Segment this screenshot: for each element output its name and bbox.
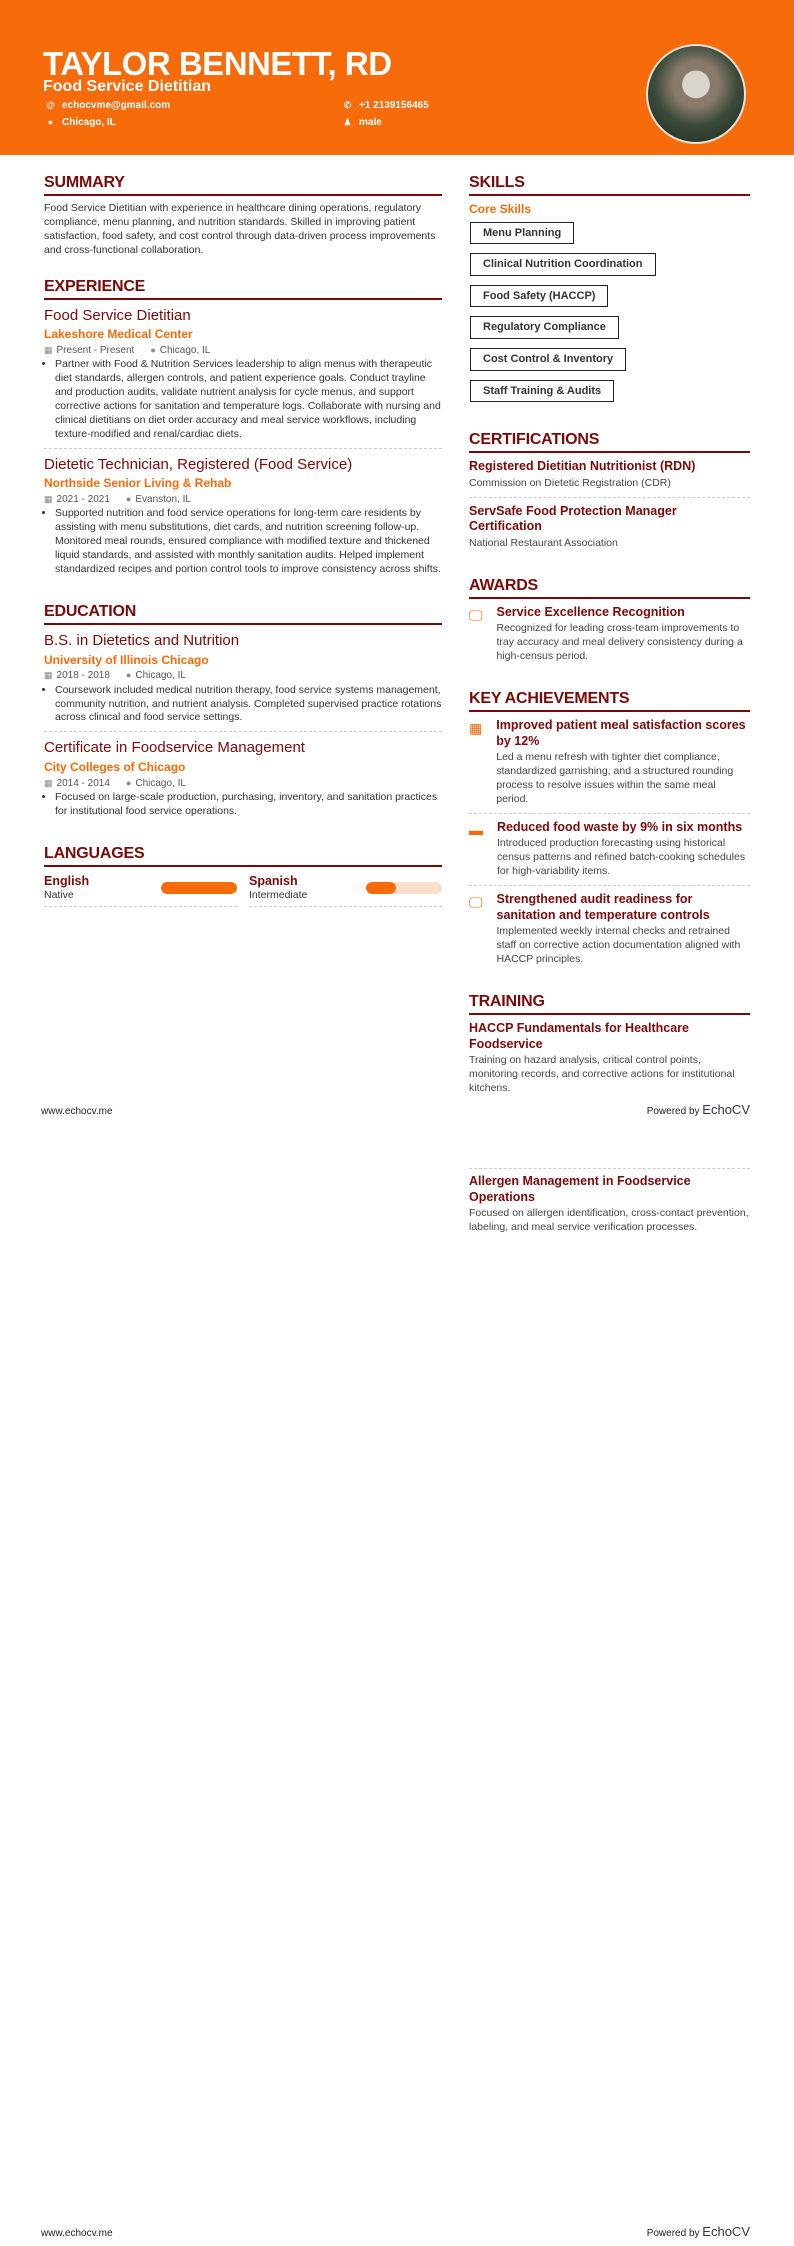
document-icon: ▬ (469, 821, 483, 838)
achievement-desc: Led a menu refresh with tighter diet compliance, standardized garnishing, and a structured rounding process to resolve issues within the same meal period. (496, 751, 734, 805)
cert-issuer: National Restaurant Association (469, 536, 618, 549)
location-pin-icon: ● (125, 777, 132, 788)
cert-issuer: Commission on Dietetic Registration (CDR) (469, 476, 671, 489)
certifications-section (469, 429, 750, 557)
person-icon: ♟ (343, 116, 352, 127)
skill-group-title: Core Skills (469, 202, 532, 217)
location (126, 777, 186, 790)
location-contact (46, 116, 116, 129)
language-name: English (44, 873, 90, 888)
location-text: Chicago, IL (135, 777, 186, 789)
location (126, 493, 191, 506)
training-item (469, 1168, 750, 1235)
section-heading: TRAINING (469, 991, 750, 1015)
experience-item (44, 306, 442, 449)
powered-label: Powered by (646, 1106, 700, 1117)
achievements-section (469, 688, 750, 973)
achievement-title: Improved patient meal satisfaction scores by 12% (496, 718, 746, 748)
monitor-icon: 🖵 (469, 606, 483, 623)
location-pin-icon: ● (150, 345, 156, 356)
footer-site-link[interactable]: www.echocv.me (41, 1106, 113, 1117)
language-item (44, 873, 237, 907)
calendar-icon: ▦ (44, 345, 53, 356)
dates-text: 2021 - 2021 (56, 494, 110, 506)
skill-chip: Cost Control & Inventory (470, 348, 626, 371)
skill-chip: Food Safety (HACCP) (470, 285, 608, 308)
location-text: Evanston, IL (135, 494, 191, 506)
dates (44, 777, 110, 790)
degree: Certificate in Foodservice Management (44, 739, 305, 757)
education-section (44, 601, 442, 825)
phone-text: +1 2139156465 (359, 100, 429, 111)
job-title: Dietetic Technician, Registered (Food Service) (44, 455, 353, 473)
school: University of Illinois Chicago (44, 652, 209, 667)
proficiency-bar (161, 882, 237, 894)
location-pin-icon: ● (125, 670, 132, 681)
summary-section (44, 172, 442, 258)
experience-item (44, 455, 442, 583)
header (0, 0, 794, 155)
training-item (469, 1021, 750, 1096)
achievement-item (469, 820, 750, 886)
cert-title: ServSafe Food Protection Manager Certification (469, 503, 677, 534)
degree: B.S. in Dietetics and Nutrition (44, 631, 240, 649)
dates (44, 344, 134, 357)
languages-section (44, 843, 442, 907)
training-title: Allergen Management in Foodservice Operations (469, 1174, 691, 1204)
email-contact[interactable] (46, 99, 170, 112)
achievement-desc: Introduced production forecasting using historical census patterns and refined batch-cooking schedules for high-variability items. (497, 837, 746, 878)
experience-section (44, 276, 442, 583)
achievement-title: Reduced food waste by 9% in six months (497, 819, 743, 834)
location-text: Chicago, IL (135, 670, 186, 682)
bullet: • Coursework included medical nutrition therapy, food service systems management, community nutrition, and nutrient analysis. Completed supervised practice rotations across clinical and food service settings. (55, 684, 442, 726)
skill-chip: Regulatory Compliance (470, 316, 619, 339)
location-pin-icon: ● (125, 494, 132, 505)
certification-item (469, 504, 750, 557)
section-heading: SUMMARY (44, 172, 442, 196)
dates (44, 669, 110, 682)
training-desc: Focused on allergen identification, cross-contact prevention, labeling, and meal service verification processes. (469, 1207, 749, 1234)
calculator-icon: ▦ (469, 720, 483, 737)
dates-text: Present - Present (56, 345, 135, 357)
company: Lakeshore Medical Center (44, 327, 193, 342)
cert-title: Registered Dietitian Nutritionist (RDN) (469, 459, 696, 474)
gender-contact (343, 116, 382, 129)
dates-text: 2018 - 2018 (56, 670, 110, 682)
summary-text: Food Service Dietitian with experience in healthcare dining operations, regulatory compliance, menu planning, and nutrition standards. Skilled in improving patient satisfaction, food safety, and cost control through data-driven process improvements and cross-functional collaboration. (44, 202, 436, 256)
left-column (44, 172, 442, 925)
location (150, 344, 210, 357)
section-heading: KEY ACHIEVEMENTS (469, 688, 750, 712)
language-level: Intermediate (249, 889, 308, 902)
achievement-item (469, 892, 750, 973)
section-heading: SKILLS (469, 172, 750, 196)
achievement-item (469, 718, 750, 814)
gender-text: male (359, 117, 382, 128)
location-text: Chicago, IL (62, 117, 116, 128)
location-text: Chicago, IL (159, 345, 211, 357)
skills-section (469, 172, 750, 411)
monitor-icon: 🖵 (469, 894, 483, 911)
proficiency-fill (366, 882, 396, 894)
certification-item (469, 459, 750, 497)
dates (44, 493, 110, 506)
brand-name: EchoCV (702, 1102, 750, 1117)
skill-chip: Clinical Nutrition Coordination (470, 253, 656, 276)
school: City Colleges of Chicago (44, 760, 186, 775)
dates-text: 2014 - 2014 (56, 777, 110, 789)
award-desc: Recognized for leading cross-team improvements to tray accuracy and meal delivery consistency during a high-census period. (496, 622, 743, 663)
bullet: • Focused on large-scale production, purchasing, inventory, and sanitation practices for institutional food service operations. (55, 791, 442, 819)
at-icon: @ (46, 99, 55, 110)
job-title: Food Service Dietitian (44, 306, 191, 324)
training-desc: Training on hazard analysis, critical control points, monitoring records, and corrective actions for institutional kitchens. (469, 1054, 735, 1094)
candidate-name: TAYLOR BENNETT, RD (43, 45, 392, 82)
awards-section (469, 575, 750, 670)
award-item (469, 605, 750, 670)
brand-name: EchoCV (702, 2224, 750, 2239)
training-section (469, 991, 750, 1096)
bullet: • Partner with Food & Nutrition Services leadership to align menus with therapeutic diet standards, allergen controls, and patient experience goals. Conduct trayline and production audits, validate nutrient analysis for cycle menus, and support corrective actions for sanitation and temperature logs. Collaborate with nursing and clinical dietitians on diet order accuracy and meal service workflows, including texture-modified and renal/cardiac diets. (55, 358, 442, 441)
language-level: Native (44, 889, 74, 902)
phone-contact[interactable] (343, 99, 429, 112)
skill-chip: Menu Planning (470, 222, 574, 245)
footer-site-link[interactable]: www.echocv.me (41, 2228, 113, 2239)
section-heading: LANGUAGES (44, 843, 442, 867)
section-heading: EXPERIENCE (44, 276, 442, 300)
right-column (469, 172, 750, 1114)
education-item (44, 631, 442, 732)
location-pin-icon: ● (47, 116, 54, 127)
calendar-icon: ▦ (44, 494, 53, 505)
bullet: • Supported nutrition and food service operations for long-term care residents by assisting with menu substitutions, diet cards, and nutrition screening follow-up. Monitored meal rounds, ensured compliance with modified texture and thickened liquid standards, and assisted with monthly sanitation audits. Helped implement standardized recipes and portion control tools to improve consistency across shifts. (55, 507, 442, 576)
award-title: Service Excellence Recognition (496, 604, 685, 619)
proficiency-fill (161, 882, 237, 894)
location (126, 669, 186, 682)
language-name: Spanish (249, 873, 298, 888)
section-heading: CERTIFICATIONS (469, 429, 750, 453)
footer-powered[interactable] (647, 2223, 750, 2240)
language-item (249, 873, 442, 907)
job-title: Food Service Dietitian (43, 78, 212, 95)
company: Northside Senior Living & Rehab (44, 476, 232, 491)
footer-powered[interactable] (647, 1101, 750, 1118)
achievement-desc: Implemented weekly internal checks and retrained staff on corrective action documentation aligned with HACCP principles. (496, 925, 741, 966)
achievement-title: Strengthened audit readiness for sanitation and temperature controls (496, 892, 710, 922)
proficiency-bar (366, 882, 442, 894)
profile-photo (646, 44, 746, 144)
skill-chip: Staff Training & Audits (470, 380, 614, 403)
calendar-icon: ▦ (44, 777, 53, 788)
training-title: HACCP Fundamentals for Healthcare Foodservice (469, 1020, 689, 1051)
section-heading: AWARDS (469, 575, 750, 599)
powered-label: Powered by (646, 2228, 700, 2239)
email-text: echocvme@gmail.com (62, 100, 171, 111)
phone-icon: ✆ (343, 99, 352, 110)
calendar-icon: ▦ (44, 670, 53, 681)
education-item (44, 738, 442, 825)
section-heading: EDUCATION (44, 601, 442, 625)
